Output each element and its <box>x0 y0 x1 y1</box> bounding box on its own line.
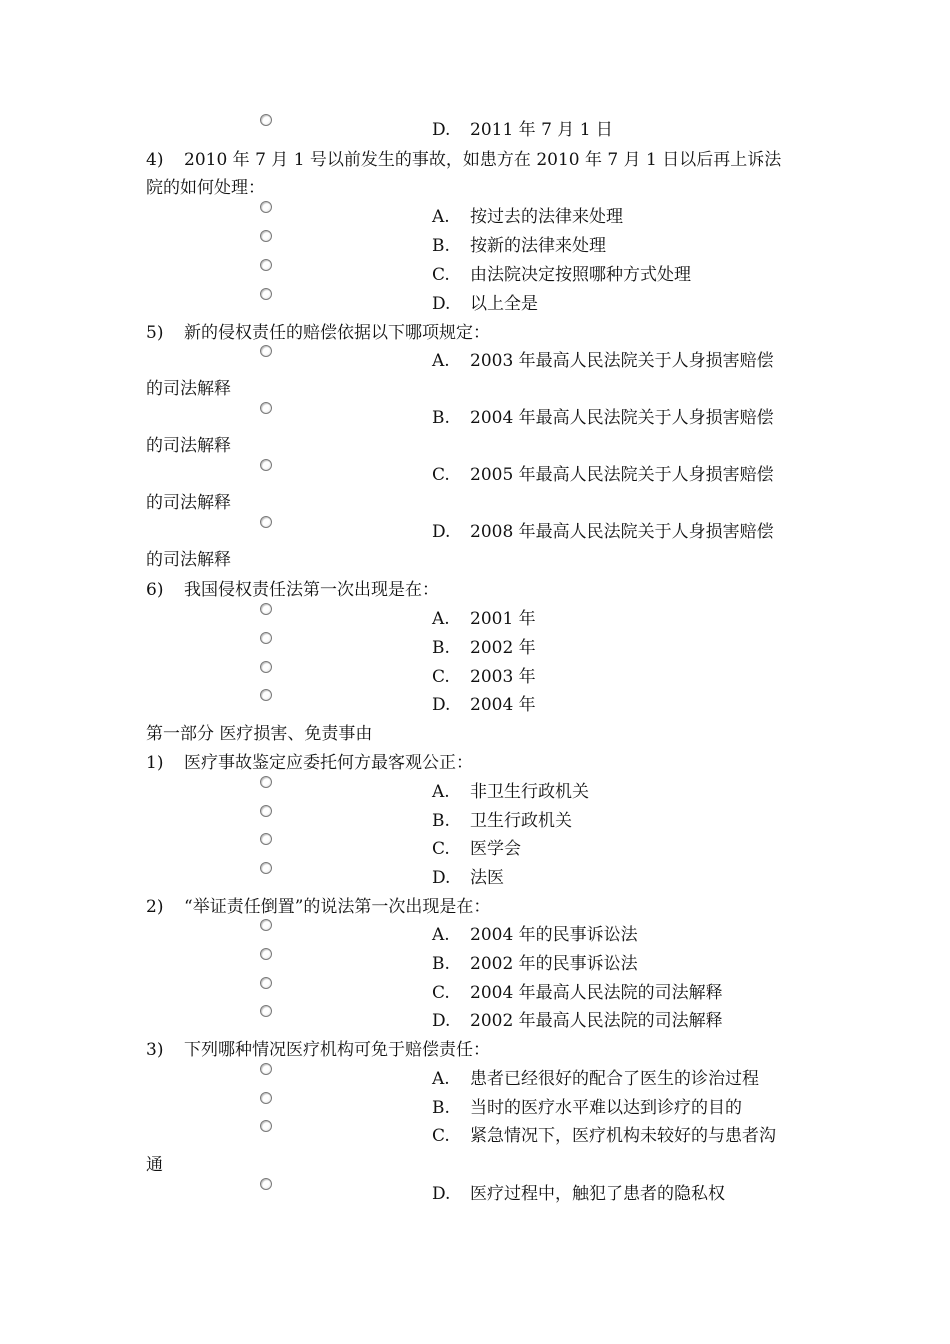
question-text: “举证责任倒置”的说法第一次出现是在： <box>184 897 491 917</box>
option-letter: C. <box>432 265 450 285</box>
question-number: 5) <box>146 323 164 343</box>
option-radio[interactable] <box>260 1120 272 1132</box>
option-text: 2002 年最高人民法院的司法解释 <box>470 1011 723 1031</box>
option-radio[interactable] <box>260 603 272 615</box>
option-text: 2004 年最高人民法院关于人身损害赔偿 <box>470 408 774 428</box>
question-text: 2010 年 7 月 1 号以前发生的事故，如患方在 2010 年 7 月 1 日以后再上诉法 <box>184 150 782 170</box>
option-text: 由法院决定按照哪种方式处理 <box>470 265 691 285</box>
option-text: 法医 <box>470 868 504 888</box>
option-text: 2004 年 <box>470 695 536 715</box>
option-radio[interactable] <box>260 1092 272 1104</box>
option-letter: C. <box>432 667 450 687</box>
option-text: 按过去的法律来处理 <box>470 207 623 227</box>
option-radio[interactable] <box>260 345 272 357</box>
question-number: 3) <box>146 1040 164 1060</box>
option-radio[interactable] <box>260 948 272 960</box>
option-letter: C. <box>432 1126 450 1146</box>
question-text: 下列哪种情况医疗机构可免于赔偿责任： <box>184 1040 490 1060</box>
option-text-continued: 通 <box>146 1155 163 1175</box>
option-radio[interactable] <box>260 833 272 845</box>
option-radio[interactable] <box>260 516 272 528</box>
option-text: 2001 年 <box>470 609 536 629</box>
option-letter: D. <box>432 522 451 542</box>
option-radio[interactable] <box>260 1178 272 1190</box>
option-text-continued: 的司法解释 <box>146 493 231 513</box>
option-letter: A. <box>432 1069 450 1089</box>
option-text: 2008 年最高人民法院关于人身损害赔偿 <box>470 522 774 542</box>
question-text: 我国侵权责任法第一次出现是在： <box>184 580 439 600</box>
option-radio[interactable] <box>260 402 272 414</box>
option-letter: A. <box>432 609 450 629</box>
option-letter: D. <box>432 695 451 715</box>
option-letter: A. <box>432 925 450 945</box>
question-number: 1) <box>146 753 164 773</box>
option-text-continued: 的司法解释 <box>146 379 231 399</box>
option-radio[interactable] <box>260 689 272 701</box>
option-text: 按新的法律来处理 <box>470 236 606 256</box>
option-text: 非卫生行政机关 <box>470 782 589 802</box>
option-text: 卫生行政机关 <box>470 811 572 831</box>
question-number: 6) <box>146 580 164 600</box>
option-text: 2004 年最高人民法院的司法解释 <box>470 983 723 1003</box>
option-radio[interactable] <box>260 661 272 673</box>
option-text: 2005 年最高人民法院关于人身损害赔偿 <box>470 465 774 485</box>
option-text: 紧急情况下，医疗机构未较好的与患者沟 <box>470 1126 776 1146</box>
option-radio[interactable] <box>260 805 272 817</box>
option-radio[interactable] <box>260 201 272 213</box>
option-letter: B. <box>432 638 450 658</box>
question-text: 医疗事故鉴定应委托何方最客观公正： <box>184 753 473 773</box>
option-letter: B. <box>432 811 450 831</box>
option-text: 当时的医疗水平难以达到诊疗的目的 <box>470 1098 742 1118</box>
question-text: 新的侵权责任的赔偿依据以下哪项规定： <box>184 323 490 343</box>
option-letter: D. <box>432 294 451 314</box>
option-letter: D. <box>432 1184 451 1204</box>
option-radio[interactable] <box>260 1005 272 1017</box>
option-letter: D. <box>432 120 451 140</box>
option-letter: C. <box>432 839 450 859</box>
option-letter: B. <box>432 954 450 974</box>
option-text: 2003 年 <box>470 667 536 687</box>
option-text: 2004 年的民事诉讼法 <box>470 925 638 945</box>
option-text: 2003 年最高人民法院关于人身损害赔偿 <box>470 351 774 371</box>
option-text: 以上全是 <box>470 294 538 314</box>
question-number: 4) <box>146 150 164 170</box>
question-number: 2) <box>146 897 164 917</box>
option-radio[interactable] <box>260 919 272 931</box>
option-letter: D. <box>432 868 451 888</box>
option-radio[interactable] <box>260 288 272 300</box>
option-radio[interactable] <box>260 632 272 644</box>
option-radio[interactable] <box>260 776 272 788</box>
option-letter: D. <box>432 1011 451 1031</box>
option-text: 2002 年 <box>470 638 536 658</box>
option-letter: B. <box>432 1098 450 1118</box>
option-letter: B. <box>432 408 450 428</box>
option-radio[interactable] <box>260 862 272 874</box>
section-heading: 第一部分 医疗损害、免责事由 <box>146 724 373 744</box>
option-radio[interactable] <box>260 459 272 471</box>
option-letter: C. <box>432 983 450 1003</box>
option-text-continued: 的司法解释 <box>146 550 231 570</box>
option-radio[interactable] <box>260 230 272 242</box>
option-letter: A. <box>432 351 450 371</box>
option-text: 医疗过程中，触犯了患者的隐私权 <box>470 1184 725 1204</box>
option-text: 2011 年 7 月 1 日 <box>470 120 613 140</box>
option-letter: A. <box>432 782 450 802</box>
option-text: 医学会 <box>470 839 521 859</box>
option-text: 患者已经很好的配合了医生的诊治过程 <box>470 1069 759 1089</box>
option-radio[interactable] <box>260 114 272 126</box>
option-radio[interactable] <box>260 977 272 989</box>
question-text-continued: 院的如何处理： <box>146 178 265 198</box>
option-letter: A. <box>432 207 450 227</box>
option-letter: B. <box>432 236 450 256</box>
option-radio[interactable] <box>260 259 272 271</box>
option-letter: C. <box>432 465 450 485</box>
option-radio[interactable] <box>260 1063 272 1075</box>
option-text: 2002 年的民事诉讼法 <box>470 954 638 974</box>
option-text-continued: 的司法解释 <box>146 436 231 456</box>
